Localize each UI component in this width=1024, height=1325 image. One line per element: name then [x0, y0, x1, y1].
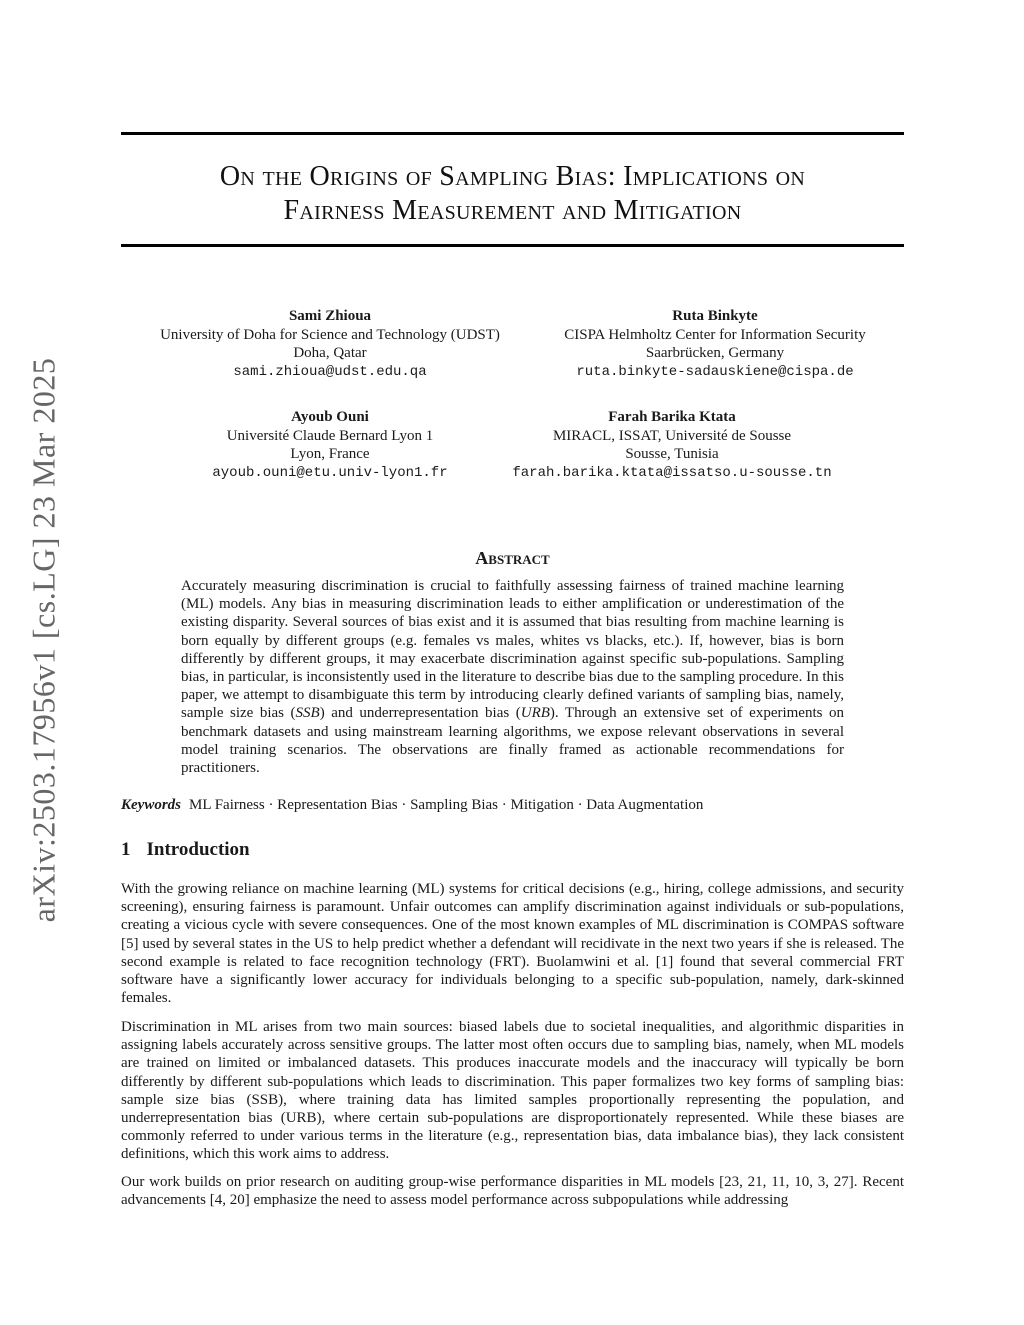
author-block: [462, 408, 882, 482]
author-location: Sousse, Tunisia: [625, 446, 719, 462]
body-paragraph: [121, 1018, 904, 1164]
keywords-label: Keywords: [121, 797, 181, 813]
author-email[interactable]: farah.barika.ktata@issatso.u-sousse.tn: [512, 464, 832, 481]
title-line-1: On the Origins of Sampling Bias: Implications on: [219, 161, 806, 192]
author-block: [505, 307, 925, 381]
paragraph-text: With the growing reliance on machine learning (ML) systems for critical decisions (e.g., hiring, college admissions, and security screening), ensuring fairness is paramount. Unfair outcomes can amplify discrimination against individuals or sub-populations, creating a vicious cycle with severe consequences. One of the most known examples of ML discrimination is COMPAS software [5] used by several states in the US to help predict whether a defendant will recidivate in the next two years if she is released. The second example is related to face recognition technology (FRT). Buolamwini et al. [1] found that several commercial FRT software have a significantly lower accuracy for individuals belonging to a specific sub-population, namely, dark-skinned females.: [121, 881, 904, 1007]
title-rule-top: [121, 132, 904, 135]
abstract-text: [181, 577, 844, 777]
arxiv-identifier: arXiv:2503.17956v1 [cs.LG] 23 Mar 2025: [25, 357, 62, 923]
author-name: Ruta Binkyte: [672, 308, 758, 324]
author-location: Saarbrücken, Germany: [645, 345, 785, 361]
section-heading: [121, 839, 250, 861]
abstract-heading: Abstract: [475, 548, 550, 568]
title-line-2: Fairness Measurement and Mitigation: [283, 195, 742, 226]
author-email[interactable]: ayoub.ouni@etu.univ-lyon1.fr: [212, 464, 448, 481]
author-location: Lyon, France: [290, 446, 370, 462]
author-location: Doha, Qatar: [293, 345, 367, 361]
section-title: Introduction: [146, 839, 250, 860]
abstract-text-part: Accurately measuring discrimination is crucial to faithfully assessing fairness of trained machine learning (ML) models. Any bias in measuring discrimination leads to either amplification or underestimation of the existing disparity. Several sources of bias exist and it is assumed that bias resulting from machine learning is born equally by different groups (e.g. females vs males, whites vs blacks, etc.). If, however, bias is born differently by different groups, it may exacerbate discrimination against specific sub-populations. Sampling bias, in particular, is inconsistently used in the literature to describe bias due to the sampling procedure. In this paper, we attempt to disambiguate this term by introducing clearly defined variants of sampling bias, namely, sample size bias (: [181, 578, 844, 722]
keywords-line: [121, 796, 904, 814]
body-paragraph: [121, 880, 904, 1007]
section-number: 1: [121, 839, 131, 860]
ssb-term: SSB: [295, 705, 320, 722]
author-affiliation: Université Claude Bernard Lyon 1: [226, 427, 434, 444]
paper-title: [121, 160, 904, 228]
author-email[interactable]: ruta.binkyte-sadauskiene@cispa.de: [576, 363, 854, 380]
title-rule-bottom: [121, 244, 904, 247]
abstract-text-part: ). Through an extensive set of experiments on benchmark datasets and using mainstream learning algorithms, we expose relevant observations in several model training scenarios. The observations are finally framed as actionable recommendations for practitioners.: [181, 705, 844, 777]
author-name: Ayoub Ouni: [291, 409, 369, 425]
paragraph-text: Our work builds on prior research on auditing group-wise performance disparities in ML models [23, 21, 11, 10, 3, 27]. Recent advancements [4, 20] emphasize the need to assess model performance across subpopulations while addressing: [121, 1174, 904, 1209]
body-paragraph: [121, 1173, 904, 1209]
urb-term: URB: [520, 705, 550, 722]
author-name: Farah Barika Ktata: [608, 409, 736, 425]
author-affiliation: MIRACL, ISSAT, Université de Sousse: [552, 427, 792, 444]
author-affiliation: CISPA Helmholtz Center for Information Security: [564, 326, 866, 343]
keywords-text: ML Fairness · Representation Bias · Sampling Bias · Mitigation · Data Augmentation: [189, 797, 704, 813]
author-affiliation: University of Doha for Science and Technology (UDST): [160, 326, 500, 343]
author-email[interactable]: sami.zhioua@udst.edu.qa: [233, 363, 427, 380]
author-block: [120, 307, 540, 381]
abstract-text-part: ) and underrepresentation bias (: [319, 705, 521, 722]
author-name: Sami Zhioua: [288, 308, 372, 324]
paragraph-text: Discrimination in ML arises from two main sources: biased labels due to societal inequalities, and algorithmic disparities in assigning labels accurately across sensitive groups. The latter most often occurs due to sampling bias, namely, when ML models are trained on limited or imbalanced datasets. This produces inaccurate models and the inaccuracy will typically be born differently by different sub-populations which leads to discrimination. This paper formalizes two key forms of sampling bias: sample size bias (SSB), where training data has limited samples proportionally representing the population, and underrepresentation bias (URB), where certain sub-populations are disproportionately represented. While these biases are commonly referred to under various terms in the literature (e.g., representation bias, data imbalance bias), they lack consistent definitions, which this work aims to address.: [121, 1019, 904, 1163]
